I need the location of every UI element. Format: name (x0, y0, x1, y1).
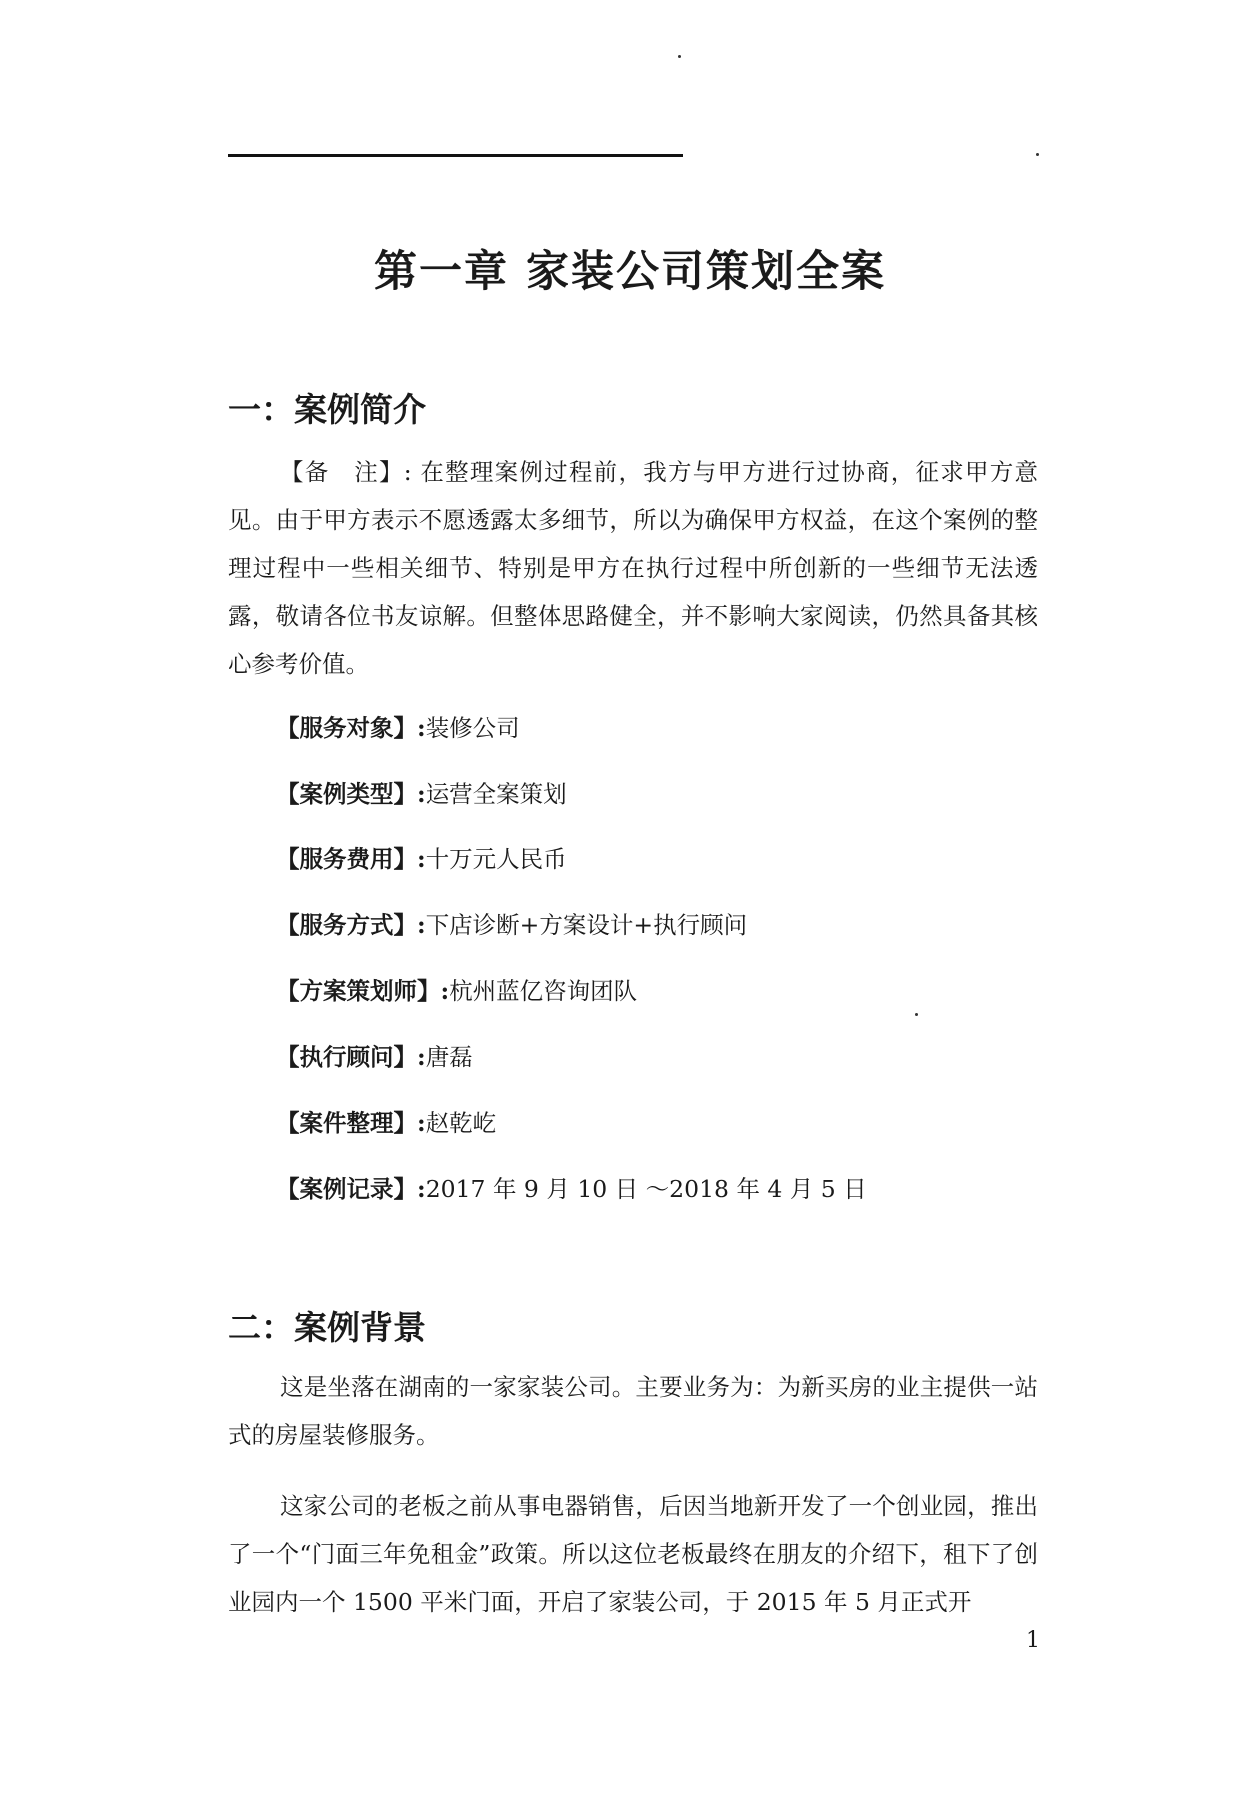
field-value: 唐磊 (425, 1043, 473, 1071)
field-key: 【服务方式】: (276, 911, 426, 939)
field-key: 【案件整理】: (276, 1109, 426, 1137)
field-value: 赵乾屹 (425, 1109, 497, 1137)
field-organizer (276, 1107, 496, 1139)
note-paragraph: 【备 注】: 在整理案例过程前，我方与甲方进行过协商，征求甲方意见。由于甲方表示不愿透露太多细节，所以为确保甲方权益，在这个案例的整理过程中一些相关细节、特别是甲方在执行过程中所创新的一些细节无法透露，敬请各位书友谅解。但整体思路健全，并不影响大家阅读，仍然具备其核心参考价值。 (228, 458, 1038, 678)
field-value: 运营全案策划 (425, 780, 567, 808)
field-service-target (276, 712, 520, 744)
field-key: 【方案策划师】: (276, 977, 450, 1005)
field-value: 2017 年 9 月 10 日 ～2018 年 4 月 5 日 (425, 1175, 867, 1203)
field-key: 【案例记录】: (276, 1175, 426, 1203)
page-number: 1 (1026, 1628, 1040, 1653)
scan-speck (1036, 153, 1039, 156)
field-value: 杭州蓝亿咨询团队 (449, 977, 638, 1005)
chapter-title: 第一章 家装公司策划全案 (374, 247, 886, 297)
field-service-method (276, 909, 747, 941)
field-value: 十万元人民币 (425, 845, 567, 873)
field-record-period (276, 1173, 867, 1205)
body-paragraph: 这是坐落在湖南的一家家装公司。主要业务为：为新买房的业主提供一站式的房屋装修服务。 (228, 1373, 1038, 1449)
field-consultant (276, 1041, 473, 1073)
scan-speck (915, 1013, 918, 1016)
section-heading-case-background: 二：案例背景 (228, 1308, 426, 1347)
field-key: 【案例类型】: (276, 780, 426, 808)
field-planner (276, 975, 637, 1007)
field-case-type (276, 778, 567, 810)
scan-speck (678, 55, 681, 58)
field-key: 【服务对象】: (276, 714, 426, 742)
header-rule (228, 154, 683, 157)
section-heading-case-intro: 一：案例简介 (228, 390, 426, 429)
field-value: 下店诊断+方案设计+执行顾问 (425, 911, 748, 939)
field-value: 装修公司 (425, 714, 520, 742)
field-service-fee (276, 843, 567, 875)
body-paragraph: 这家公司的老板之前从事电器销售，后因当地新开发了一个创业园，推出了一个“门面三年免租金”政策。所以这位老板最终在朋友的介绍下，租下了创业园内一个 1500 平米门面，开启了家装公司，于 2015 年 5 月正式开 (228, 1492, 1038, 1616)
field-key: 【执行顾问】: (276, 1043, 426, 1071)
field-key: 【服务费用】: (276, 845, 426, 873)
